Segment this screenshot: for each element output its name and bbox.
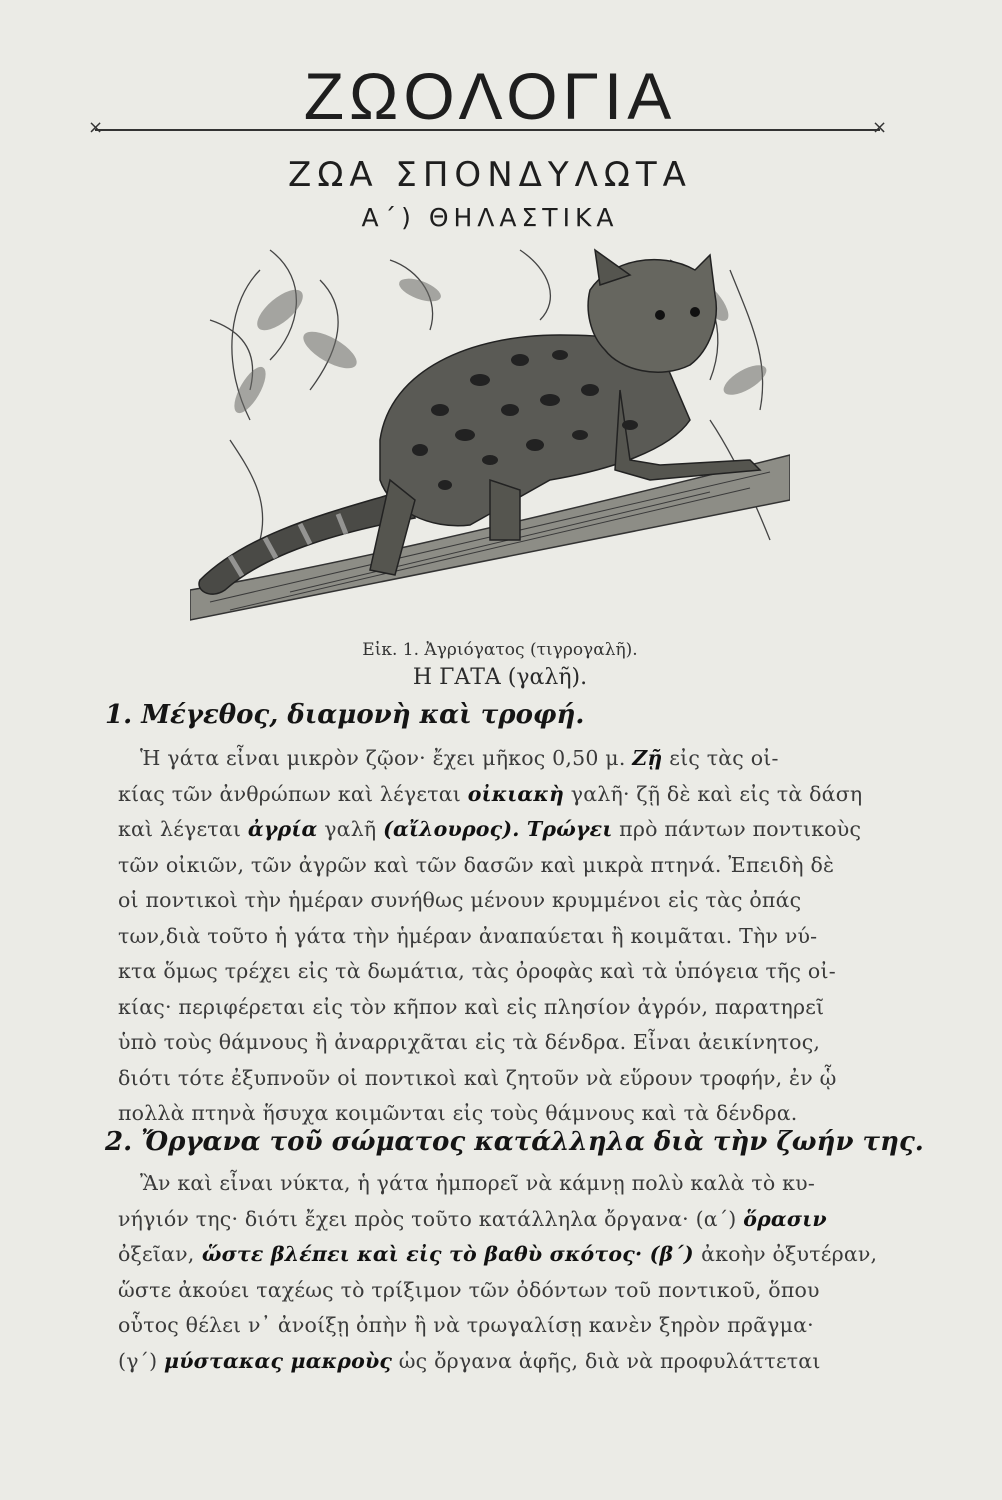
text-line: [118, 1027, 898, 1057]
text-line: [118, 1098, 898, 1128]
text-line: [140, 743, 898, 773]
text-line: [118, 921, 898, 951]
text-run: εἰς τὰς οἰ-: [662, 746, 779, 770]
text-run: κίας τῶν ἀνθρώπων καὶ λέγεται: [118, 781, 468, 806]
emphasis-term: οἰκιακὴ: [467, 781, 565, 806]
page-title: ΖΩΟΛΟΓΙΑ: [303, 59, 677, 133]
text-line: [140, 1168, 898, 1198]
text-run: διότι τότε ἐξυπνοῦν οἱ ποντικοὶ καὶ ζητοῦν νὰ εὕρουν τροφήν, ἐν ᾧ: [118, 1065, 837, 1090]
text-run: οὗτος θέλει ν᾽ ἀνοίξῃ ὀπὴν ἢ νὰ τρωγαλίσῃ κανὲν ξηρὸν πρᾶγμα·: [118, 1313, 814, 1337]
chapter-subsubtitle: Α΄) ΘΗΛΑΣΤΙΚΑ: [361, 203, 619, 232]
emphasis-term: (αἴλουρος). Τρώγει: [383, 817, 613, 841]
text-run: γαλῆ: [317, 817, 384, 841]
emphasis-term: ἀγρία: [247, 817, 318, 841]
text-run: των,διὰ τοῦτο ἡ γάτα τὴν ἡμέραν ἀναπαύεται ἢ κοιμᾶται. Τὴν νύ-: [118, 923, 818, 948]
text-run: νήγιόν της· διότι ἔχει πρὸς τοῦτο κατάλληλα ὄργανα· (α΄): [118, 1206, 744, 1231]
section-title: Η ΓΑΤΑ (γαλῆ).: [412, 665, 588, 690]
text-run: κτα ὅμως τρέχει εἰς τὰ δωμάτια, τὰς ὀροφὰς καὶ τὰ ὑπόγεια τῆς οἰ-: [118, 959, 836, 983]
text-run: πολλὰ πτηνὰ ἥσυχα κοιμῶνται εἰς τοὺς θάμνους καὶ τὰ δένδρα.: [118, 1101, 798, 1125]
figure-caption: Εἰκ. 1. Ἀγριόγατος (τιγρογαλῆ).: [362, 640, 638, 660]
text-line: [118, 779, 898, 809]
text-run: πρὸ πάντων ποντικοὺς: [612, 817, 862, 841]
text-line: [118, 1346, 898, 1376]
text-line: [118, 814, 898, 844]
text-line: [118, 885, 898, 915]
wildcat-illustration: [190, 240, 790, 640]
emphasis-term: μύστακας μακροὺς: [164, 1348, 393, 1373]
text-line: [118, 956, 898, 986]
text-line: [118, 992, 898, 1022]
text-run: Ἂν καὶ εἶναι νύκτα, ἡ γάτα ἠμπορεῖ νὰ κάμνῃ πολὺ καλὰ τὸ κυ-: [140, 1171, 815, 1195]
text-line: [118, 1063, 898, 1093]
text-run: ἀκοὴν ὀξυτέραν,: [701, 1242, 878, 1266]
text-line: [118, 1310, 898, 1340]
text-run: κίας· περιφέρεται εἰς τὸν κῆπον καὶ εἰς πλησίον ἀγρόν, παρατηρεῖ: [118, 994, 825, 1019]
text-run: (γ΄): [118, 1348, 165, 1373]
text-line: [118, 1239, 898, 1269]
rule-mark-left: ×: [88, 117, 104, 138]
text-run: Ἡ γάτα εἶναι μικρὸν ζῷον· ἔχει μῆκος 0,50 μ.: [140, 746, 633, 770]
text-run: καὶ λέγεται: [118, 817, 248, 841]
emphasis-term: Ζῇ: [632, 746, 663, 770]
heading-size-habitat-food: 1. Μέγεθος, διαμονὴ καὶ τροφή.: [105, 700, 585, 730]
text-line: [118, 1204, 898, 1234]
title-rule: [95, 129, 880, 131]
text-run: οἱ ποντικοὶ τὴν ἡμέραν συνήθως μένουν κρυμμένοι εἰς τὰς ὀπάς: [118, 888, 802, 912]
emphasis-term: ὥστε βλέπει καὶ εἰς τὸ βαθὺ σκότος· (β΄): [194, 1242, 702, 1266]
rule-mark-right: ×: [872, 117, 888, 138]
emphasis-term: ὅρασιν: [743, 1206, 827, 1231]
text-run: ὀξεῖαν,: [118, 1242, 195, 1266]
text-run: ὑπὸ τοὺς θάμνους ἢ ἀναρριχᾶται εἰς τὰ δένδρα. Εἶναι ἀεικίνητος,: [118, 1030, 821, 1054]
chapter-subtitle: ΖΩΑ ΣΠΟΝΔΥΛΩΤΑ: [288, 155, 692, 195]
text-run: γαλῆ· ζῇ δὲ καὶ εἰς τὰ δάση: [564, 781, 863, 806]
text-line: [118, 850, 898, 880]
text-line: [118, 1275, 898, 1305]
text-run: ὥστε ἀκούει ταχέως τὸ τρίξιμον τῶν ὀδόντων τοῦ ποντικοῦ, ὅπου: [118, 1277, 820, 1302]
heading-body-organs: 2. Ὄργανα τοῦ σώματος κατάλληλα διὰ τὴν ζωήν της.: [105, 1127, 924, 1157]
text-run: τῶν οἰκιῶν, τῶν ἀγρῶν καὶ τῶν δασῶν καὶ μικρὰ πτηνά. Ἐπειδὴ δὲ: [118, 852, 835, 877]
text-run: ὡς ὄργανα ἁφῆς, διὰ νὰ προφυλάττεται: [392, 1348, 821, 1373]
